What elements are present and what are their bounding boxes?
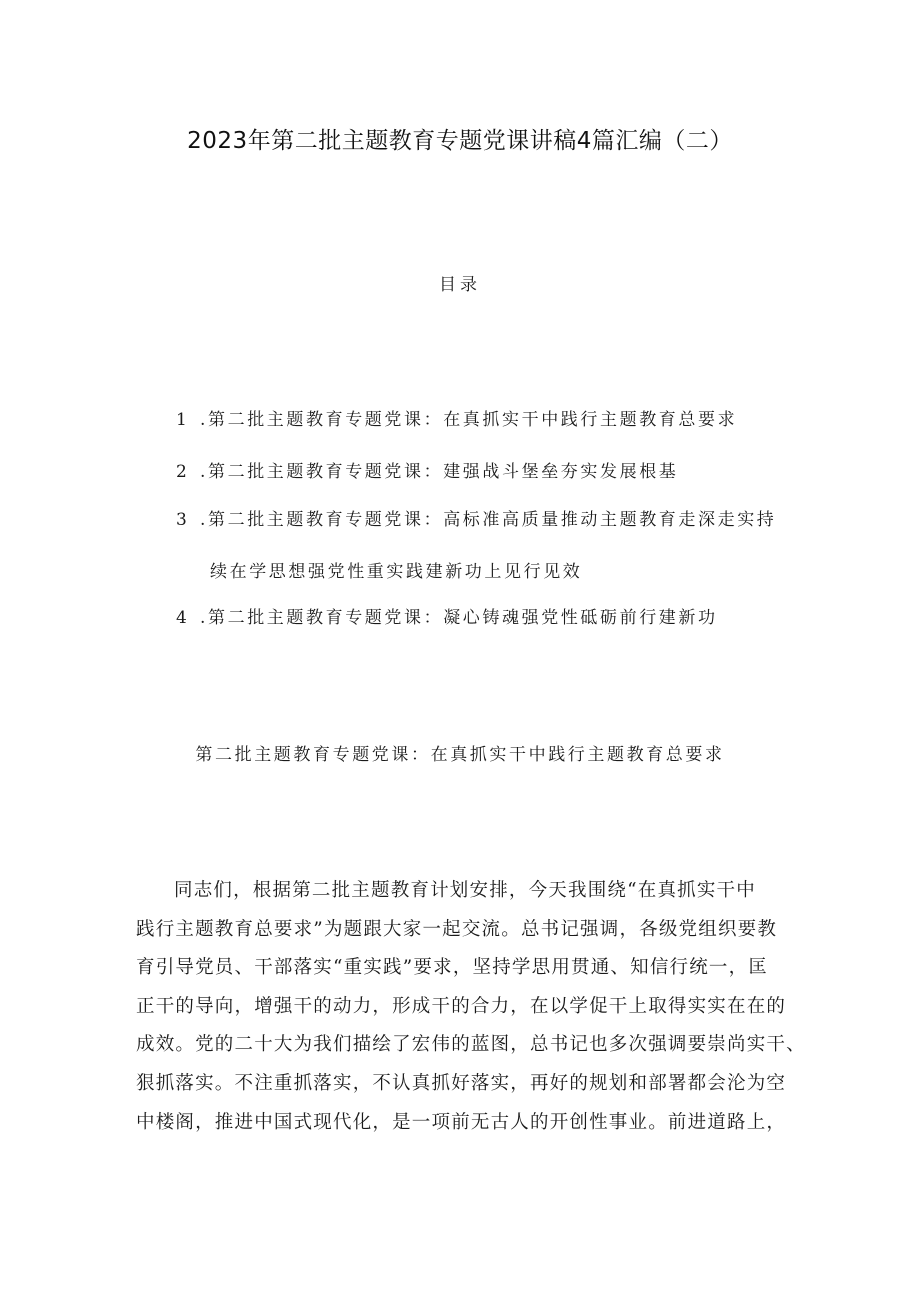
toc-item bbox=[176, 446, 816, 498]
toc-item-number: 1 bbox=[176, 410, 190, 430]
toc-item bbox=[176, 394, 816, 446]
document-title: 2023年第二批主题教育专题党课讲稿4篇汇编（二） bbox=[187, 128, 733, 154]
body-line: 狠抓落实。不注重抓落实，不认真抓好落实，再好的规划和部署都会沦为空 bbox=[136, 1072, 787, 1094]
toc-item-number: 2 bbox=[176, 462, 190, 482]
section-title: 第二批主题教育专题党课：在真抓实干中践行主题教育总要求 bbox=[195, 745, 725, 765]
toc-heading: 目录 bbox=[439, 275, 481, 295]
body-paragraph bbox=[136, 872, 806, 1142]
body-line: 中楼阁，推进中国式现代化，是一项前无古人的开创性事业。前进道路上， bbox=[136, 1111, 787, 1133]
body-line: 成效。党的二十大为我们描绘了宏伟的蓝图，总书记也多次强调要崇尚实干、 bbox=[136, 1034, 806, 1056]
toc-item-text: .第二批主题教育专题党课：高标准高质量推动主题教育走深走实持 bbox=[200, 510, 777, 530]
toc-item bbox=[176, 494, 816, 598]
body-line: 同志们，根据第二批主题教育计划安排，今天我围绕“在真抓实干中 bbox=[174, 880, 756, 901]
toc-item bbox=[176, 592, 816, 644]
toc-item-text: .第二批主题教育专题党课：在真抓实干中践行主题教育总要求 bbox=[200, 410, 738, 430]
body-line: 育引导党员、干部落实“重实践”要求，坚持学思用贯通、知信行统一，匡 bbox=[136, 957, 769, 979]
body-line: 正干的导向，增强干的动力，形成干的合力，在以学促干上取得实实在在的 bbox=[136, 995, 787, 1017]
toc-item-continuation: 续在学思想强党性重实践建新功上见行见效 bbox=[210, 562, 583, 582]
toc-item-number: 3 bbox=[176, 510, 190, 530]
body-line: 践行主题教育总要求”为题跟大家一起交流。总书记强调，各级党组织要教 bbox=[136, 918, 778, 940]
toc-item-text: .第二批主题教育专题党课：凝心铸魂强党性砥砺前行建新功 bbox=[200, 608, 718, 628]
toc-item-number: 4 bbox=[176, 608, 190, 628]
toc-item-text: .第二批主题教育专题党课：建强战斗堡垒夯实发展根基 bbox=[200, 462, 679, 482]
